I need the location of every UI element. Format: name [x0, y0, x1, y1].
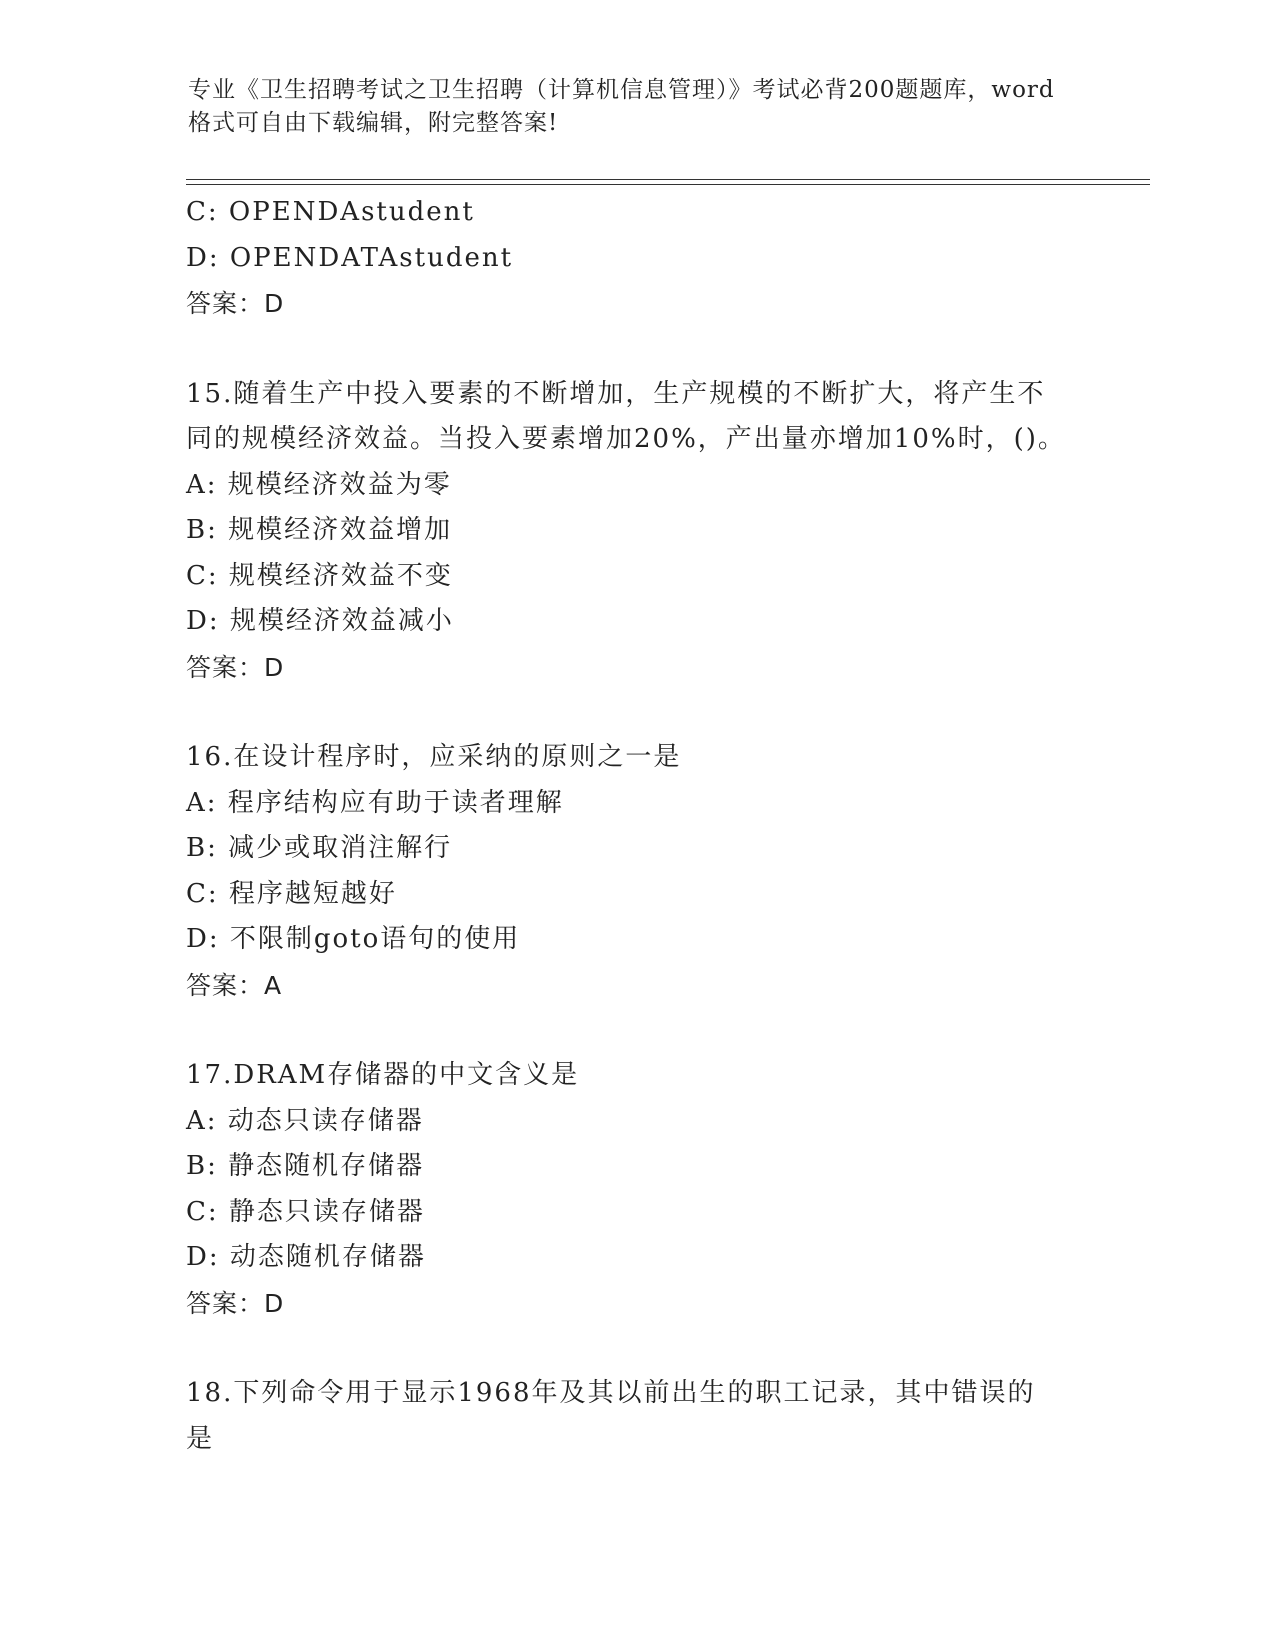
option-b: B: 静态随机存储器: [186, 1151, 425, 1181]
option-b: B: 减少或取消注解行: [186, 833, 453, 863]
option-a: A: 程序结构应有助于读者理解: [186, 787, 564, 818]
spacer: [186, 327, 1086, 372]
header-rule-bottom: [186, 184, 1150, 185]
question-stem: 18.下列命令用于显示1968年及其以前出生的职工记录，其中错误的: [186, 1378, 1036, 1408]
option-d: D: 规模经济效益减小: [186, 606, 454, 636]
header-line-1: 专业《卫生招聘考试之卫生招聘（计算机信息管理）》考试必背200题题库，word: [188, 77, 1055, 103]
option-d: D: OPENDATAstudent: [186, 242, 514, 273]
question-stem-continued: 是: [186, 1423, 215, 1454]
spacer: [186, 1326, 1086, 1371]
question-stem: 16.在设计程序时，应采纳的原则之一是: [186, 742, 682, 772]
header-rule-top: [186, 179, 1150, 180]
question-15: [186, 372, 1086, 691]
option-a: A: 动态只读存储器: [186, 1105, 424, 1136]
question-list: [186, 190, 1086, 1462]
question-stem: 17.DRAM存储器的中文含义是: [186, 1060, 580, 1090]
document-header: [188, 74, 1088, 140]
answer-label: 答案：A: [186, 970, 283, 1000]
question-17: [186, 1053, 1086, 1326]
option-a: A: 规模经济效益为零: [186, 469, 452, 500]
option-c: C: 程序越短越好: [186, 878, 397, 909]
option-d: D: 动态随机存储器: [186, 1242, 426, 1272]
spacer: [186, 690, 1086, 735]
answer-label: 答案：D: [186, 289, 285, 318]
option-d: D: 不限制goto语句的使用: [186, 924, 521, 954]
question-16: [186, 735, 1086, 1008]
option-c: C: OPENDAstudent: [186, 197, 475, 227]
question-stem-continued: 同的规模经济效益。当投入要素增加20%，产出量亦增加10%时，()。: [186, 424, 1066, 454]
answer-label: 答案：D: [186, 1288, 285, 1318]
question-18: [186, 1371, 1086, 1462]
spacer: [186, 1008, 1086, 1053]
answer-label: 答案：D: [186, 652, 285, 682]
option-c: C: 静态只读存储器: [186, 1196, 425, 1227]
header-line-2: 格式可自由下载编辑，附完整答案!: [188, 110, 559, 136]
question-stem: 15.随着生产中投入要素的不断增加，生产规模的不断扩大，将产生不: [186, 378, 1046, 409]
question-14-tail: [186, 190, 1086, 327]
option-c: C: 规模经济效益不变: [186, 560, 453, 591]
option-b: B: 规模经济效益增加: [186, 515, 453, 545]
